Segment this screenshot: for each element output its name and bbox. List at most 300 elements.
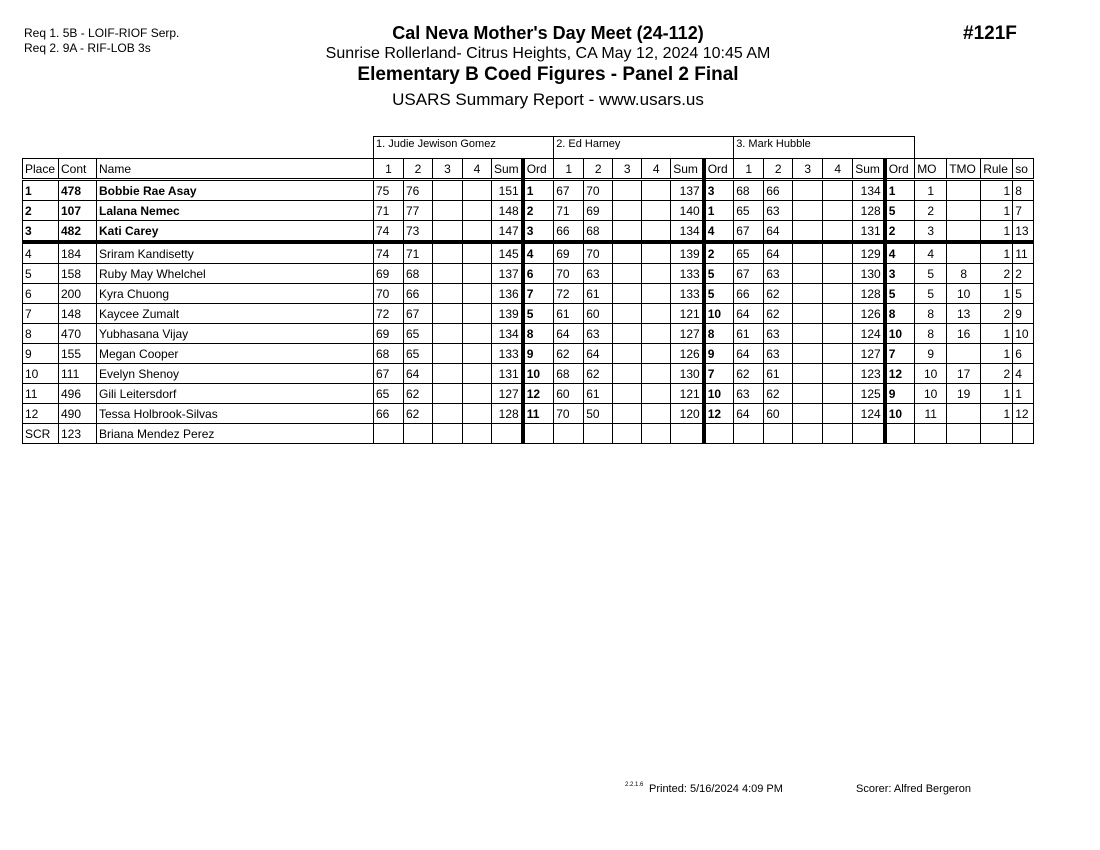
judge-score [823, 324, 853, 344]
judge-score [823, 221, 853, 243]
judge-sum: 145 [492, 242, 523, 264]
skating-order: 13 [1013, 221, 1034, 243]
judge-ordinal: 1 [885, 180, 915, 201]
header-judge-col: 4 [823, 159, 853, 180]
judge-score: 71 [404, 242, 433, 264]
judge-score: 69 [374, 264, 404, 284]
majority-ordinal: 4 [915, 242, 947, 264]
judge-ordinal: 8 [885, 304, 915, 324]
judge-score [823, 344, 853, 364]
judge-ordinal: 10 [885, 404, 915, 424]
header-mo: MO [915, 159, 947, 180]
judge-score: 66 [764, 180, 793, 201]
contestant-number: 200 [59, 284, 97, 304]
judge-score: 71 [374, 201, 404, 221]
judge-score [463, 304, 492, 324]
judge-ordinal: 3 [523, 221, 554, 243]
judge-ordinal: 4 [704, 221, 734, 243]
skater-name: Kyra Chuong [97, 284, 374, 304]
version-label: 2.2.1.6 [625, 782, 644, 788]
judge-score: 65 [734, 201, 764, 221]
judge-ordinal: 4 [885, 242, 915, 264]
judge-sum: 130 [671, 364, 704, 384]
judge-sum: 147 [492, 221, 523, 243]
total-majority-ordinal [947, 180, 981, 201]
majority-ordinal: 11 [915, 404, 947, 424]
contestant-number: 478 [59, 180, 97, 201]
judge-score [642, 221, 671, 243]
judge-ordinal [704, 424, 734, 444]
header-judge-col: Sum [492, 159, 523, 180]
judge-sum: 134 [671, 221, 704, 243]
judge-ordinal: 11 [523, 404, 554, 424]
judge-ordinal: 10 [704, 384, 734, 404]
judge-score [613, 201, 642, 221]
total-majority-ordinal: 16 [947, 324, 981, 344]
judge-score [642, 264, 671, 284]
judge-ordinal: 3 [885, 264, 915, 284]
skater-name: Gili Leitersdorf [97, 384, 374, 404]
report-title: USARS Summary Report - www.usars.us [392, 90, 704, 109]
judge-score: 77 [404, 201, 433, 221]
majority-ordinal [915, 424, 947, 444]
header-judge-col: 2 [404, 159, 433, 180]
judge-sum: 121 [671, 304, 704, 324]
judge-score: 68 [734, 180, 764, 201]
judge-ordinal: 2 [885, 221, 915, 243]
judge-score: 65 [404, 344, 433, 364]
rule: 2 [981, 264, 1013, 284]
judge-score [823, 242, 853, 264]
judge-score [642, 384, 671, 404]
judge-score [463, 180, 492, 201]
header-judge-col: Ord [885, 159, 915, 180]
skater-name: Tessa Holbrook-Silvas [97, 404, 374, 424]
place: 8 [23, 324, 59, 344]
meet-title: Cal Neva Mother's Day Meet (24-112) [392, 23, 704, 43]
rule: 1 [981, 180, 1013, 201]
place: SCR [23, 424, 59, 444]
judge-score: 67 [374, 364, 404, 384]
judge-score [433, 221, 463, 243]
judge-score: 62 [584, 364, 613, 384]
judge-ordinal: 4 [523, 242, 554, 264]
judge-ordinal: 5 [523, 304, 554, 324]
judge-ordinal: 10 [704, 304, 734, 324]
rule: 1 [981, 344, 1013, 364]
judge-score [613, 384, 642, 404]
judge-sum: 129 [853, 242, 885, 264]
majority-ordinal: 10 [915, 384, 947, 404]
header-rule: Rule [981, 159, 1013, 180]
judge-score [613, 304, 642, 324]
judge-score [404, 424, 433, 444]
judge-score: 63 [584, 324, 613, 344]
judge-score: 62 [404, 384, 433, 404]
judge-score: 60 [584, 304, 613, 324]
skating-order: 10 [1013, 324, 1034, 344]
total-majority-ordinal [947, 221, 981, 243]
judge-score: 70 [584, 180, 613, 201]
judge-score: 61 [764, 364, 793, 384]
judge-score: 73 [404, 221, 433, 243]
judge-score: 63 [764, 324, 793, 344]
majority-ordinal: 3 [915, 221, 947, 243]
judge-score [613, 424, 642, 444]
results-table [22, 136, 1034, 444]
event-title: Elementary B Coed Figures - Panel 2 Final [357, 64, 739, 85]
header-name: Name [97, 159, 374, 180]
judge-score: 62 [764, 304, 793, 324]
judge-sum: 133 [492, 344, 523, 364]
judge-score [433, 424, 463, 444]
skater-name: Briana Mendez Perez [97, 424, 374, 444]
table-row [23, 364, 1034, 384]
place: 11 [23, 384, 59, 404]
table-row [23, 264, 1034, 284]
judge-score [463, 201, 492, 221]
judge-sum: 133 [671, 264, 704, 284]
rule: 2 [981, 304, 1013, 324]
total-majority-ordinal: 10 [947, 284, 981, 304]
requirement-1: Req 1. 5B - LOIF-RIOF Serp. [24, 26, 180, 40]
judge-score [793, 304, 823, 324]
scorer-name: Scorer: Alfred Bergeron [856, 783, 971, 795]
contestant-number: 107 [59, 201, 97, 221]
judge-score: 70 [554, 264, 584, 284]
judge-sum: 128 [853, 201, 885, 221]
rule: 1 [981, 384, 1013, 404]
judge-score: 63 [734, 384, 764, 404]
header-judge-col: 2 [584, 159, 613, 180]
skating-order [1013, 424, 1034, 444]
judge-score: 72 [554, 284, 584, 304]
venue-date: Sunrise Rollerland- Citrus Heights, CA May 12, 2024 10:45 AM [325, 45, 771, 62]
total-majority-ordinal: 8 [947, 264, 981, 284]
judge-score [764, 424, 793, 444]
contestant-number: 158 [59, 264, 97, 284]
skating-order: 9 [1013, 304, 1034, 324]
judge-score [613, 264, 642, 284]
judge-score: 65 [374, 384, 404, 404]
judge-score: 74 [374, 221, 404, 243]
majority-ordinal: 8 [915, 324, 947, 344]
majority-ordinal: 1 [915, 180, 947, 201]
judge-sum: 127 [671, 324, 704, 344]
judge-score [823, 364, 853, 384]
rule [981, 424, 1013, 444]
skating-order: 5 [1013, 284, 1034, 304]
header-so: so [1013, 159, 1034, 180]
judge-score [463, 384, 492, 404]
judge-score [642, 201, 671, 221]
judge-score: 64 [734, 404, 764, 424]
majority-ordinal: 10 [915, 364, 947, 384]
judge-score [793, 221, 823, 243]
place: 5 [23, 264, 59, 284]
skater-name: Bobbie Rae Asay [97, 180, 374, 201]
table-row [23, 344, 1034, 364]
judge-ordinal: 12 [523, 384, 554, 404]
judge-score [793, 242, 823, 264]
place: 1 [23, 180, 59, 201]
judge-score: 63 [584, 264, 613, 284]
judge-score [642, 344, 671, 364]
judge-score: 70 [374, 284, 404, 304]
majority-ordinal: 5 [915, 284, 947, 304]
judge-score: 74 [374, 242, 404, 264]
total-majority-ordinal [947, 404, 981, 424]
contestant-number: 482 [59, 221, 97, 243]
header-judge-col: Ord [523, 159, 554, 180]
judge-score [793, 324, 823, 344]
judge-score [823, 201, 853, 221]
judge-score: 68 [584, 221, 613, 243]
rule: 2 [981, 364, 1013, 384]
judge-score [823, 264, 853, 284]
contestant-number: 470 [59, 324, 97, 344]
judge-ordinal: 1 [704, 201, 734, 221]
judge-score [793, 384, 823, 404]
judge-score [613, 344, 642, 364]
judge-sum: 139 [492, 304, 523, 324]
place: 2 [23, 201, 59, 221]
rule: 1 [981, 201, 1013, 221]
rule: 1 [981, 404, 1013, 424]
judge-score: 60 [764, 404, 793, 424]
contestant-number: 111 [59, 364, 97, 384]
judge-score: 64 [764, 221, 793, 243]
skater-name: Megan Cooper [97, 344, 374, 364]
table-row [23, 221, 1034, 243]
judge-score: 61 [584, 284, 613, 304]
judge-score [793, 201, 823, 221]
total-majority-ordinal: 19 [947, 384, 981, 404]
judge-score: 63 [764, 344, 793, 364]
skater-name: Lalana Nemec [97, 201, 374, 221]
judge-sum: 124 [853, 404, 885, 424]
judge-sum [492, 424, 523, 444]
judge-score: 64 [584, 344, 613, 364]
judge-sum: 125 [853, 384, 885, 404]
judge-score [463, 344, 492, 364]
judge-score [642, 180, 671, 201]
judge-score: 65 [404, 324, 433, 344]
judge-ordinal [885, 424, 915, 444]
judge-score: 67 [404, 304, 433, 324]
table-row [23, 304, 1034, 324]
judge-score [463, 264, 492, 284]
judge-score [613, 242, 642, 264]
skater-name: Ruby May Whelchel [97, 264, 374, 284]
judge-score: 64 [404, 364, 433, 384]
judge-ordinal: 9 [523, 344, 554, 364]
contestant-number: 123 [59, 424, 97, 444]
judge-score [463, 404, 492, 424]
majority-ordinal: 2 [915, 201, 947, 221]
judge-score: 61 [554, 304, 584, 324]
judge-score: 68 [554, 364, 584, 384]
judge-score: 67 [734, 264, 764, 284]
judge-sum: 134 [492, 324, 523, 344]
judge-score: 60 [554, 384, 584, 404]
judge-sum: 127 [492, 384, 523, 404]
judge-sum: 137 [492, 264, 523, 284]
judge-score: 62 [764, 284, 793, 304]
judge-name: 2. Ed Harney [554, 137, 734, 159]
judge-sum: 139 [671, 242, 704, 264]
judge-score [463, 324, 492, 344]
judge-sum [671, 424, 704, 444]
judge-score [793, 364, 823, 384]
judge-score: 64 [554, 324, 584, 344]
judge-ordinal: 5 [704, 264, 734, 284]
judge-score [823, 180, 853, 201]
judge-score: 61 [734, 324, 764, 344]
rule: 1 [981, 284, 1013, 304]
judge-ordinal: 2 [523, 201, 554, 221]
judge-score: 71 [554, 201, 584, 221]
skating-order: 4 [1013, 364, 1034, 384]
judge-ordinal: 12 [704, 404, 734, 424]
total-majority-ordinal: 13 [947, 304, 981, 324]
judge-score: 66 [404, 284, 433, 304]
rule: 1 [981, 324, 1013, 344]
judge-sum: 121 [671, 384, 704, 404]
header-judge-col: 3 [793, 159, 823, 180]
judge-score [642, 424, 671, 444]
total-majority-ordinal [947, 242, 981, 264]
judge-name: 1. Judie Jewison Gomez [374, 137, 554, 159]
rule: 1 [981, 221, 1013, 243]
skating-order: 11 [1013, 242, 1034, 264]
header-tmo: TMO [947, 159, 981, 180]
place: 12 [23, 404, 59, 424]
judge-sum: 130 [853, 264, 885, 284]
skater-name: Evelyn Shenoy [97, 364, 374, 384]
judge-score [613, 324, 642, 344]
header-judge-col: 3 [613, 159, 642, 180]
judge-score [613, 284, 642, 304]
judge-score [793, 284, 823, 304]
table-row [23, 180, 1034, 201]
header-judge-col: 4 [463, 159, 492, 180]
judge-score [613, 404, 642, 424]
contestant-number: 184 [59, 242, 97, 264]
judge-score [793, 404, 823, 424]
judge-ordinal: 5 [885, 284, 915, 304]
judge-score [642, 304, 671, 324]
header-judge-col: Ord [704, 159, 734, 180]
judge-score [793, 344, 823, 364]
judge-score [433, 284, 463, 304]
judge-score [823, 404, 853, 424]
judge-sum: 137 [671, 180, 704, 201]
total-majority-ordinal [947, 344, 981, 364]
contestant-number: 490 [59, 404, 97, 424]
judge-sum: 148 [492, 201, 523, 221]
judge-ordinal: 3 [704, 180, 734, 201]
table-row [23, 384, 1034, 404]
judge-ordinal: 8 [523, 324, 554, 344]
header-judge-col: 4 [642, 159, 671, 180]
judge-score: 76 [404, 180, 433, 201]
judge-score [642, 324, 671, 344]
skating-order: 7 [1013, 201, 1034, 221]
judge-sum: 136 [492, 284, 523, 304]
judge-score [463, 242, 492, 264]
judge-score: 75 [374, 180, 404, 201]
judge-score: 64 [734, 304, 764, 324]
judge-score [433, 264, 463, 284]
judge-score: 66 [374, 404, 404, 424]
judge-sum: 126 [853, 304, 885, 324]
skating-order: 6 [1013, 344, 1034, 364]
judge-ordinal: 12 [885, 364, 915, 384]
judge-score: 63 [764, 264, 793, 284]
judge-score [433, 364, 463, 384]
table-row [23, 284, 1034, 304]
rule: 1 [981, 242, 1013, 264]
place: 7 [23, 304, 59, 324]
judge-ordinal: 7 [704, 364, 734, 384]
place: 9 [23, 344, 59, 364]
judge-score: 64 [764, 242, 793, 264]
header-judge-col: 2 [764, 159, 793, 180]
judge-ordinal: 5 [885, 201, 915, 221]
judge-ordinal: 10 [885, 324, 915, 344]
header-judge-col: 1 [734, 159, 764, 180]
judge-score [642, 284, 671, 304]
judge-score [463, 364, 492, 384]
judge-score [463, 284, 492, 304]
judge-ordinal: 7 [523, 284, 554, 304]
judge-score [793, 180, 823, 201]
judge-ordinal: 1 [523, 180, 554, 201]
judge-sum: 128 [492, 404, 523, 424]
skater-name: Kati Carey [97, 221, 374, 243]
judge-ordinal: 5 [704, 284, 734, 304]
judge-score: 67 [734, 221, 764, 243]
table-row [23, 201, 1034, 221]
judge-ordinal [523, 424, 554, 444]
table-row [23, 324, 1034, 344]
judge-score: 69 [554, 242, 584, 264]
judge-ordinal: 6 [523, 264, 554, 284]
judge-sum: 131 [492, 364, 523, 384]
header-judge-col: Sum [671, 159, 704, 180]
judge-score [823, 384, 853, 404]
judge-sum: 140 [671, 201, 704, 221]
judge-sum [853, 424, 885, 444]
judge-ordinal: 10 [523, 364, 554, 384]
requirement-2: Req 2. 9A - RIF-LOB 3s [24, 41, 151, 55]
contestant-number: 496 [59, 384, 97, 404]
judge-score: 66 [734, 284, 764, 304]
majority-ordinal: 8 [915, 304, 947, 324]
table-row [23, 242, 1034, 264]
judge-score [433, 404, 463, 424]
judge-score [433, 242, 463, 264]
judge-ordinal: 9 [885, 384, 915, 404]
judge-score [433, 304, 463, 324]
judge-score [584, 424, 613, 444]
judge-sum: 127 [853, 344, 885, 364]
majority-ordinal: 9 [915, 344, 947, 364]
judge-score [642, 404, 671, 424]
judge-sum: 151 [492, 180, 523, 201]
judge-sum: 123 [853, 364, 885, 384]
